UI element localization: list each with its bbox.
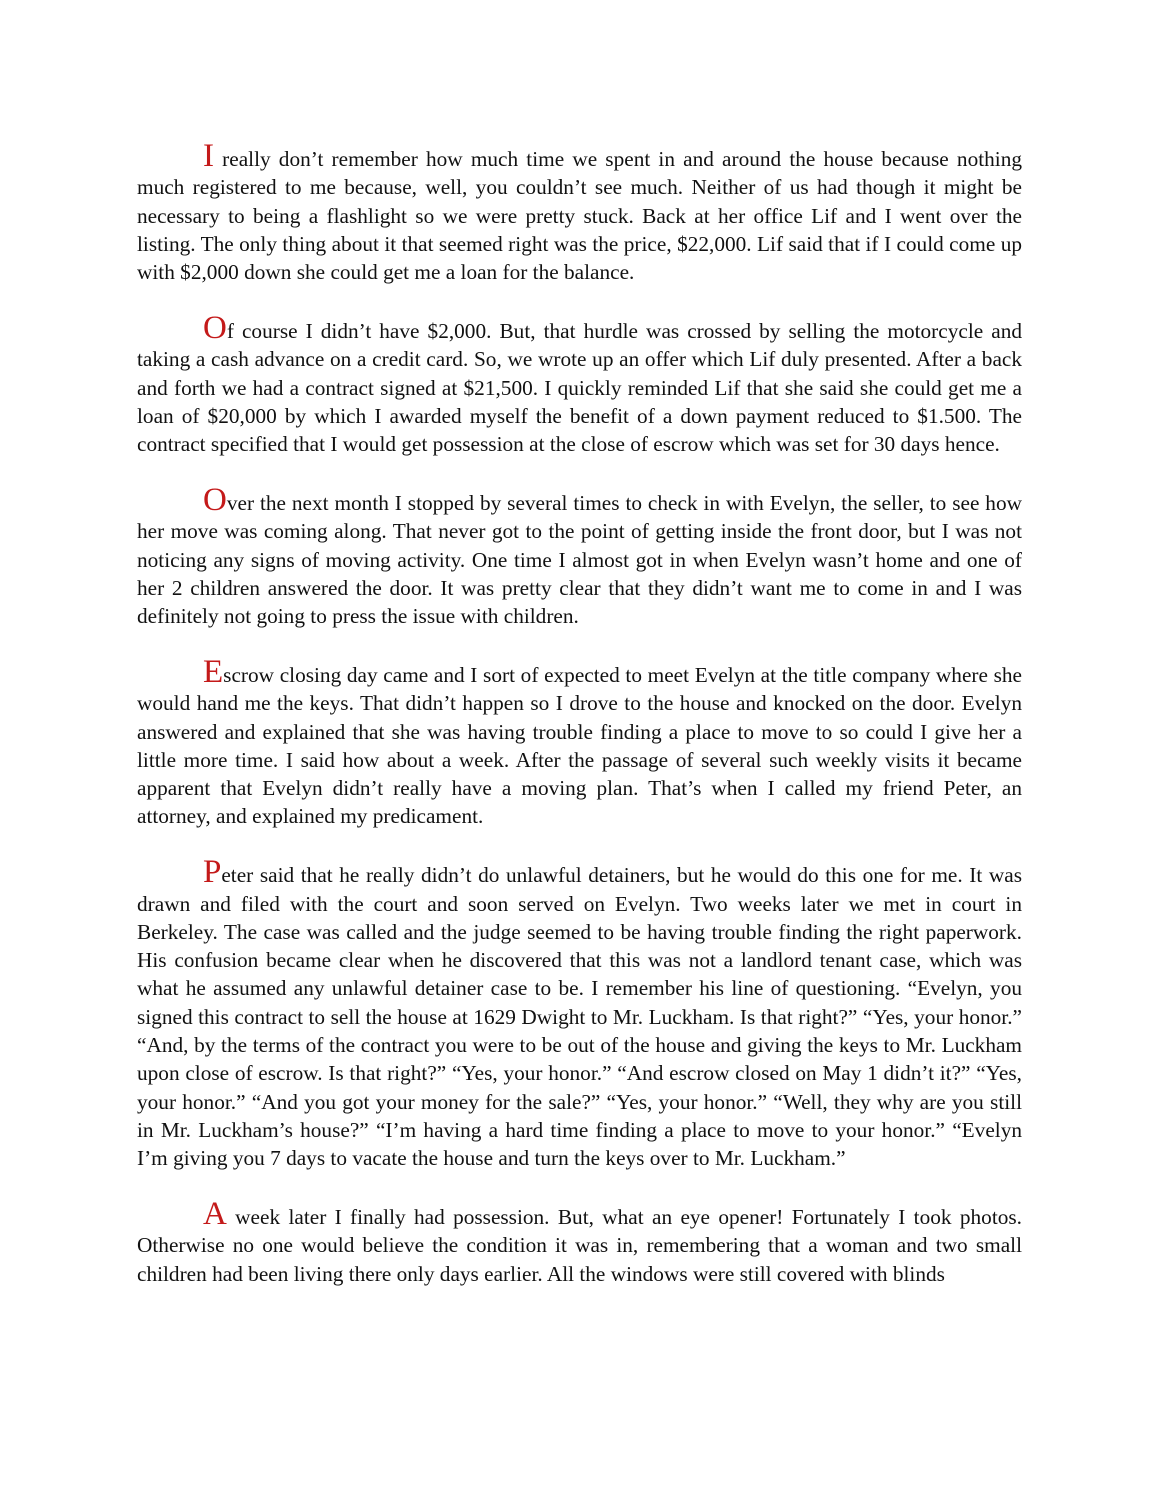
- drop-cap: O: [203, 309, 227, 346]
- document-page: [137, 140, 1022, 1313]
- paragraph-text: eter said that he really didn’t do unlawful detainers, but he would do this one for me. It was drawn and filed with the court and soon served on Evelyn. Two weeks later we met in court in Berkeley. The case was called and the judge seemed to be having trouble finding the right paperwork. His confusion became clear when he discovered that this was not a landlord tenant case, which was what he assumed any unlawful detainer case to be. I remember his line of questioning. “Evelyn, you signed this contract to sell the house at 1629 Dwight to Mr. Luckham. Is that right?” “Yes, your honor.” “And, by the terms of the contract you were to be out of the house and giving the keys to Mr. Luckham upon close of escrow. Is that right?” “Yes, your honor.” “And escrow closed on May 1 didn’t it?” “Yes, your honor.” “And you got your money for the sale?” “Yes, your honor.” “Well, they why are you still in Mr. Luckham’s house?” “I’m having a hard time finding a place to move to your honor.” “Evelyn I’m giving you 7 days to vacate the house and turn the keys over to Mr. Luckham.”: [137, 863, 1022, 1171]
- drop-cap: A: [203, 1196, 227, 1232]
- paragraph-2: [137, 309, 1022, 458]
- drop-cap: O: [203, 481, 227, 518]
- drop-cap: P: [203, 854, 222, 891]
- drop-cap: E: [203, 653, 224, 690]
- paragraph-text: really don’t remember how much time we spent in and around the house because nothing much registered to me because, well, you couldn’t see much. Neither of us had though it might be necessary to being a flashlight so we were pretty stuck. Back at her office Lif and I went over the listing. The only thing about it that seemed right was the price, $22,000. Lif said that if I could come up with $2,000 down she could get me a loan for the balance.: [137, 147, 1022, 285]
- paragraph-3: [137, 481, 1022, 630]
- paragraph-text: week later I finally had possession. But, what an eye opener! Fortunately I took photos. Otherwise no one would believe the condition it was in, remembering that a woman and two small children had been living there only days earlier. All the windows were still covered with blinds: [137, 1205, 1022, 1286]
- paragraph-5: [137, 856, 1022, 1172]
- paragraph-6: [137, 1198, 1022, 1288]
- paragraph-1: [137, 140, 1022, 286]
- paragraph-text: ver the next month I stopped by several times to check in with Evelyn, the seller, to see how her move was coming along. That never got to the point of getting inside the front door, but I was not noticing any signs of moving activity. One time I almost got in when Evelyn wasn’t home and one of her 2 children answered the door. It was pretty clear that they didn’t want me to come in and I was definitely not going to press the issue with children.: [137, 490, 1022, 629]
- drop-cap: I: [203, 138, 214, 174]
- paragraph-text: scrow closing day came and I sort of expected to meet Evelyn at the title company where she would hand me the keys. That didn’t happen so I drove to the house and knocked on the door. Evelyn answered and explained that she was having trouble finding a place to move to so could I give her a little more time. I said how about a week. After the passage of several such weekly visits it became apparent that Evelyn didn’t really have a moving plan. That’s when I called my friend Peter, an attorney, and explained my predicament.: [137, 662, 1022, 829]
- paragraph-text: f course I didn’t have $2,000. But, that hurdle was crossed by selling the motorcycle and taking a cash advance on a credit card. So, we wrote up an offer which Lif duly presented. After a back and forth we had a contract signed at $21,500. I quickly reminded Lif that she said she could get me a loan of $20,000 by which I awarded myself the benefit of a down payment reduced to $1.500. The contract specified that I would get possession at the close of escrow which was set for 30 days hence.: [137, 318, 1022, 457]
- paragraph-4: [137, 653, 1022, 831]
